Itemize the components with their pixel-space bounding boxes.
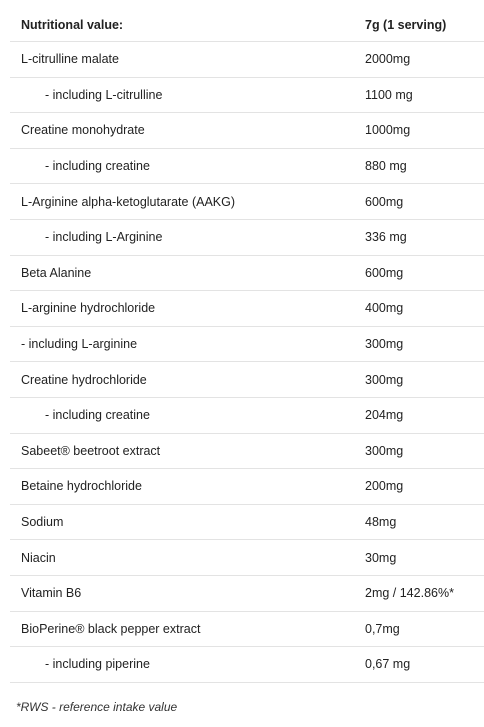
table-row	[10, 327, 484, 363]
nutrient-amount: 200mg	[365, 479, 404, 494]
table-row	[10, 505, 484, 541]
nutrient-amount: 48mg	[365, 515, 397, 530]
header-name: Nutritional value:	[21, 18, 124, 32]
table-row	[10, 184, 484, 220]
nutrient-amount: 2000mg	[365, 52, 411, 67]
table-row	[10, 78, 484, 114]
table-row	[10, 469, 484, 505]
table-body	[10, 42, 484, 683]
nutrient-name: - including piperine	[45, 657, 150, 672]
nutrient-name: Betaine hydrochloride	[21, 479, 142, 494]
nutrient-name: Sabeet® beetroot extract	[21, 443, 161, 458]
nutrient-name: BioPerine® black pepper extract	[21, 621, 201, 636]
table-row	[10, 434, 484, 470]
table-row	[10, 113, 484, 149]
table-row	[10, 540, 484, 576]
nutrient-name: Creatine monohydrate	[21, 123, 145, 138]
nutrient-amount: 400mg	[365, 301, 404, 316]
nutrient-name: Beta Alanine	[21, 265, 92, 280]
table-header-row	[10, 9, 484, 42]
table-row	[10, 576, 484, 612]
nutrient-amount: 30mg	[365, 550, 397, 565]
table-row	[10, 149, 484, 185]
nutrient-name: - including L-Arginine	[45, 230, 163, 245]
nutrient-name: Sodium	[21, 515, 64, 530]
table-row	[10, 612, 484, 648]
table-row	[10, 647, 484, 683]
nutrient-name: L-citrulline malate	[21, 52, 119, 67]
header-value: 7g (1 serving)	[365, 18, 447, 32]
nutrient-amount: 336 mg	[365, 230, 407, 245]
nutrient-amount: 300mg	[365, 372, 404, 387]
nutrient-name: Niacin	[21, 550, 56, 565]
nutrient-amount: 0,7mg	[365, 621, 400, 636]
nutrient-name: - including creatine	[45, 408, 150, 423]
nutrient-name: Creatine hydrochloride	[21, 372, 147, 387]
nutrient-name: L-arginine hydrochloride	[21, 301, 156, 316]
nutrient-amount: 1000mg	[365, 123, 411, 138]
nutrient-name: Vitamin B6	[21, 586, 82, 601]
nutrient-amount: 2mg / 142.86%*	[365, 586, 454, 601]
nutrient-amount: 204mg	[365, 408, 404, 423]
table-row	[10, 362, 484, 398]
nutrient-amount: 300mg	[365, 443, 404, 458]
nutrient-amount: 600mg	[365, 194, 404, 209]
table-row	[10, 256, 484, 292]
table-row	[10, 42, 484, 78]
table-row	[10, 220, 484, 256]
nutrient-amount: 300mg	[365, 337, 404, 352]
nutrient-name: - including L-arginine	[21, 337, 138, 352]
nutrient-amount: 600mg	[365, 265, 404, 280]
nutrient-amount: 0,67 mg	[365, 657, 411, 672]
table-row	[10, 398, 484, 434]
table-row	[10, 291, 484, 327]
nutrient-amount: 880 mg	[365, 159, 407, 174]
nutrient-name: L-Arginine alpha-ketoglutarate (AAKG)	[21, 194, 236, 209]
nutrient-amount: 1100 mg	[365, 87, 413, 102]
nutrient-name: - including L-citrulline	[45, 87, 163, 102]
nutrition-table	[10, 9, 484, 683]
footnote: *RWS - reference intake value	[16, 700, 178, 714]
nutrient-name: - including creatine	[45, 159, 150, 174]
